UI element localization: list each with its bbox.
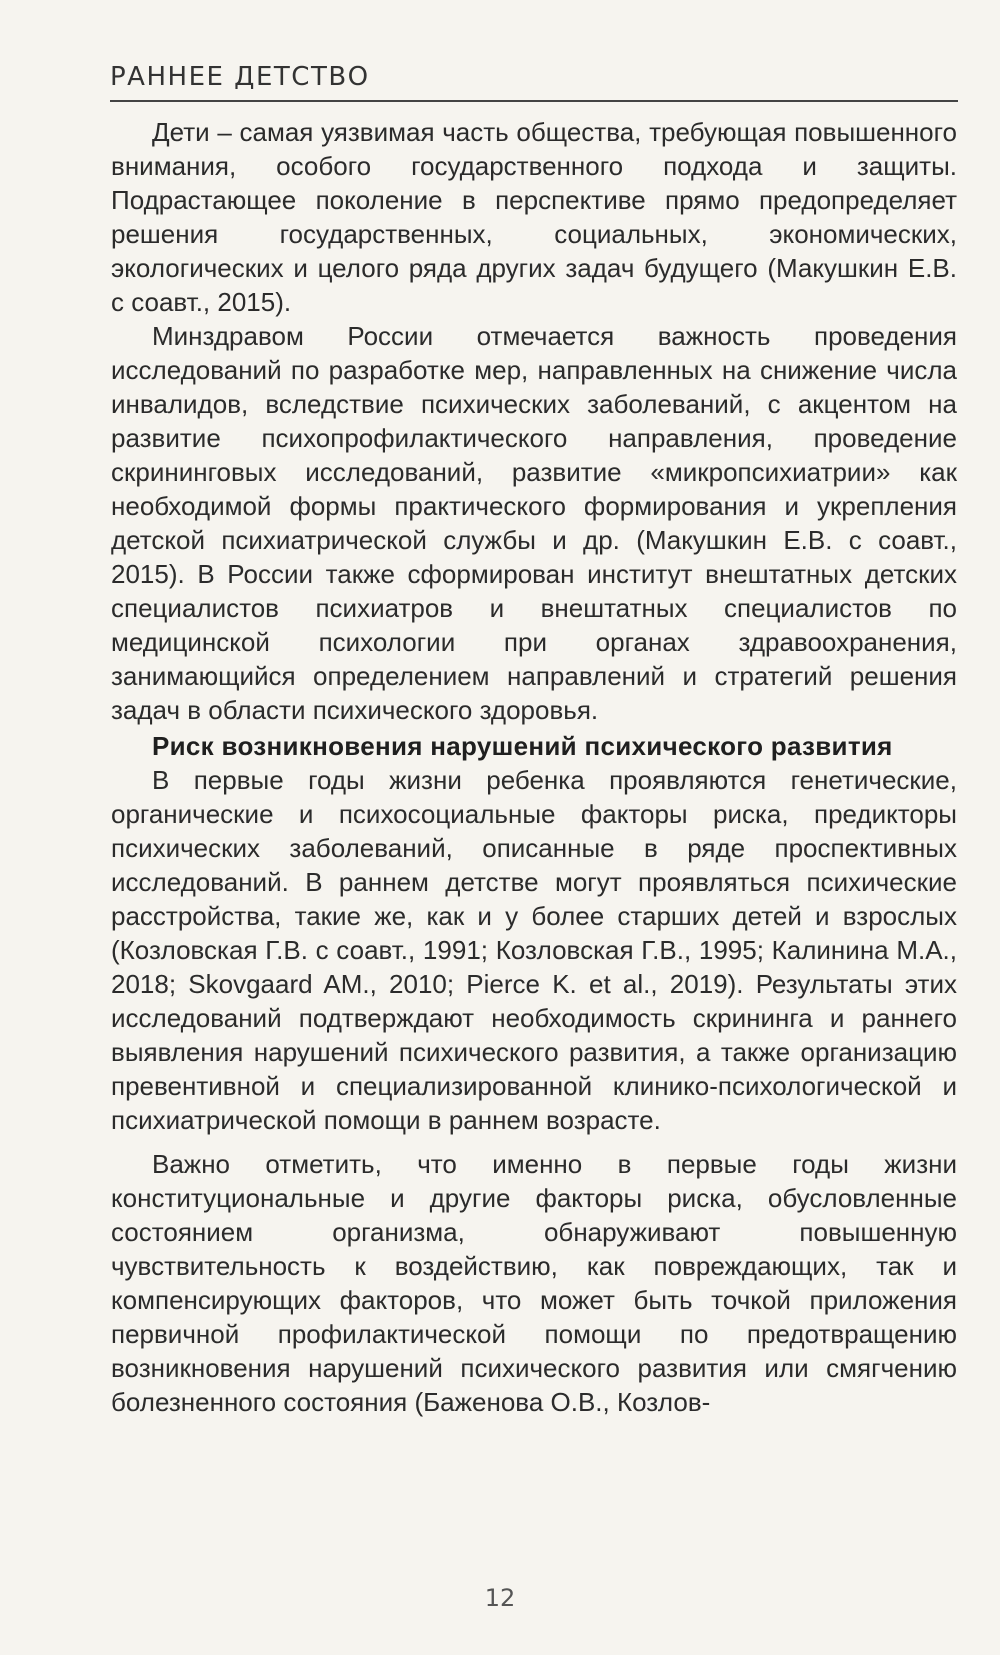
paragraph-ministry: Минздравом России отмечается важность проведения исследований по разработке мер, направленных на снижение числа инвалидов, вследствие психических заболеваний, с акцентом на развитие психопрофилактического направления, проведение скрининговых исследований, развитие «микропсихиатрии» как необходимой формы практического формирования и укрепления детской психиатрической службы и др. (Макушкин Е.В. с соавт., 2015). В России также сформирован институт внештатных детских специалистов психиатров и внештатных специалистов по медицинской психологии при органах здравоохранения, занимающийся определением направлений и стратегий решения задач в области психического здоровья. <box>111 321 957 725</box>
page-body <box>111 115 957 1419</box>
section-heading: Риск возникновения нарушений психического развития <box>152 731 893 761</box>
header-rule <box>110 100 958 102</box>
running-title: РАННЕЕ ДЕТСТВО <box>110 62 370 92</box>
paragraph-risk-factors: В первые годы жизни ребенка проявляются генетические, органические и психосоциальные факторы риска, предикторы психических заболеваний, описанные в ряде проспективных исследований. В раннем детстве могут проявляться психические расстройства, такие же, как и у более старших детей и взрослых (Козловская Г.В. с соавт., 1991; Козловская Г.В., 1995; Калинина М.А., 2018; Skovgaard AM., 2010; Pierce K. et al., 2019). Результаты этих исследований подтверждают необходимость скрининга и раннего выявления нарушений психического развития, а также организацию превентивной и специализированной клинико-психологической и психиатрической помощи в раннем возрасте. <box>111 765 957 1135</box>
paragraph-early-years: Важно отметить, что именно в первые годы жизни конституциональные и другие факторы риска, обусловленные состоянием организма, обнаруживают повышенную чувствительность к воздействию, как повреждающих, так и компенсирующих факторов, что может быть точкой приложения первичной профилактической помощи по предотвращению возникновения нарушений психического развития или смягчению болезненного состояния (Баженова О.В., Козлов- <box>111 1149 957 1417</box>
paragraph-intro: Дети – самая уязвимая часть общества, требующая повышенного внимания, особого государственного подхода и защиты. Подрастающее поколение в перспективе прямо предопределяет решения государственных, социальных, экономических, экологических и целого ряда других задач будущего (Макушкин Е.В. с соавт., 2015). <box>111 117 957 317</box>
page-number: 12 <box>484 1584 516 1612</box>
